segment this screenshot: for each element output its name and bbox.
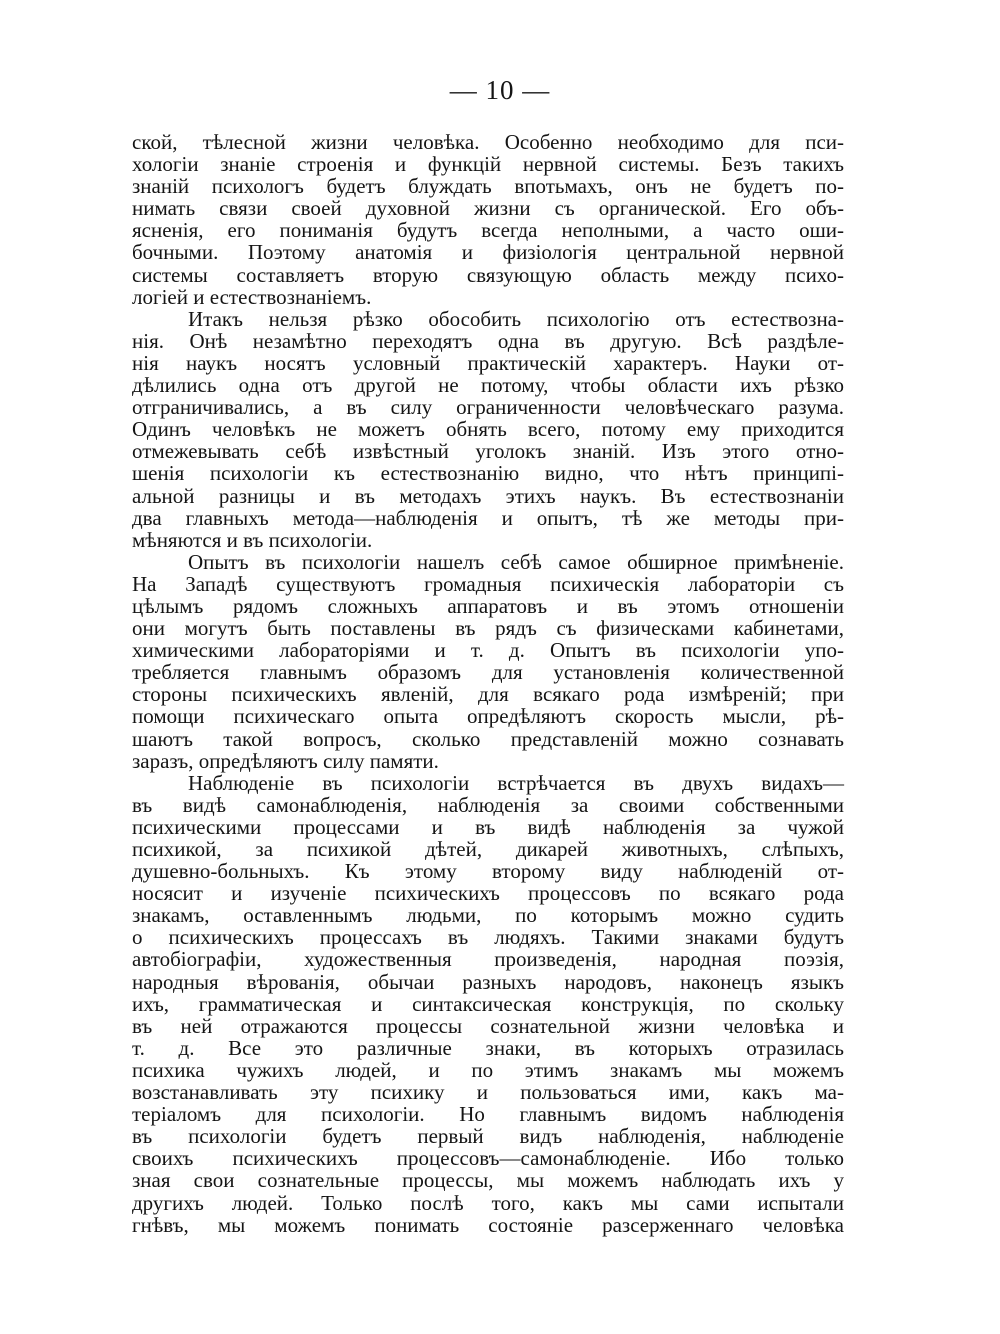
text-line: т. д. Все это различные знаки, въ которыхъ отразилась: [132, 1035, 844, 1060]
text-line: шенія психологіи къ естествознанію видно, что нѣтъ принципі-: [132, 461, 844, 486]
text-line: хологіи знаніе строенія и функцій нервной системы. Безъ такихъ: [132, 152, 844, 177]
text-line: альной разницы и въ методахъ этихъ наукъ. Въ естествознаніи: [132, 483, 844, 508]
text-line: помощи психическаго опыта опредѣляютъ скорость мысли, рѣ-: [132, 704, 844, 729]
text-line: отмежевывать себѣ извѣстный уголокъ знаній. Изъ этого отно-: [132, 439, 844, 464]
text-line: психика чужихъ людей, и по этимъ знакамъ мы можемъ: [132, 1057, 844, 1082]
text-line: нія наукъ носятъ условный практическій характеръ. Науки от-: [132, 350, 844, 375]
text-line: въ видѣ самонаблюденія, наблюденія за своими собственными: [132, 792, 844, 817]
text-line: ихъ, грамматическая и синтаксическая конструкція, по скольку: [132, 991, 844, 1016]
text-line: Итакъ нельзя рѣзко обособить психологію отъ естествозна-: [188, 306, 844, 331]
text-line: два главныхъ метода—наблюденія и опытъ, тѣ же методы при-: [132, 505, 844, 530]
text-line: теріаломъ для психологіи. Но главнымъ видомъ наблюденія: [132, 1102, 844, 1127]
text-line: дѣлились одна отъ другой не потому, чтобы области ихъ рѣзко: [132, 373, 844, 398]
text-line: о психическихъ процессахъ въ людяхъ. Такими знаками будутъ: [132, 925, 844, 950]
text-column: [132, 131, 844, 1236]
text-line: цѣлымъ рядомъ сложныхъ аппаратовъ и въ этомъ отношеніи: [132, 593, 844, 618]
text-line: возстанавливать эту психику и пользоваться ими, какъ ма-: [132, 1080, 844, 1105]
text-line: автобіографіи, художественныя произведенія, народная поэзія,: [132, 947, 844, 972]
paragraph: [132, 308, 844, 551]
text-line: знакамъ, оставленнымъ людьми, по которымъ можно судить: [132, 903, 844, 928]
text-line: стороны психическихъ явленій, для всякаго рода измѣреній; при: [132, 682, 844, 707]
paragraph: [132, 131, 844, 308]
text-line: въ ней отражаются процессы сознательной жизни человѣка и: [132, 1013, 844, 1038]
text-line: зная свои сознательные процессы, мы можемъ наблюдать ихъ у: [132, 1168, 844, 1193]
text-line: гнѣвъ, мы можемъ понимать состояніе разсерженнаго человѣка: [132, 1212, 844, 1237]
paragraph: [132, 551, 844, 772]
text-line: химическими лабораторіями и т. д. Опытъ въ психологіи упо-: [132, 638, 844, 663]
text-line: отграничивались, а въ силу ограниченности человѣческаго разума.: [132, 395, 844, 420]
text-line: народныя вѣрованія, обычаи разныхъ народовъ, наконецъ языкъ: [132, 969, 844, 994]
text-line: душевно-больныхъ. Къ этому второму виду наблюденій от-: [132, 859, 844, 884]
text-line: Опытъ въ психологіи нашелъ себѣ самое обширное примѣненіе.: [188, 549, 844, 574]
text-line: носясит и изученіе психическихъ процессовъ по всякаго рода: [132, 881, 844, 906]
text-line: ясненія, его пониманія будутъ всегда неполными, а часто оши-: [132, 218, 844, 243]
text-line: нимать связи своей духовной жизни съ органической. Его объ-: [132, 196, 844, 221]
text-line: психикой, за психикой дѣтей, дикарей животныхъ, слѣпыхъ,: [132, 837, 844, 861]
paragraph: [132, 772, 844, 1236]
text-line: шаютъ такой вопросъ, сколько представленій можно сознавать: [132, 726, 844, 751]
text-line: другихъ людей. Только послѣ того, какъ мы сами испытали: [132, 1190, 844, 1215]
text-line: своихъ психическихъ процессовъ—самонаблюденіе. Ибо только: [132, 1146, 844, 1171]
text-line: логіей и естествознаніемъ.: [132, 284, 372, 309]
text-line: мѣняются и въ психологіи.: [132, 527, 373, 552]
text-line: они могутъ быть поставлены въ рядъ съ физическами кабинетами,: [132, 616, 844, 641]
text-line: психическими процессами и въ видѣ наблюденія за чужой: [132, 814, 844, 839]
text-line: требляется главнымъ образомъ для установленія количественной: [132, 660, 844, 685]
page-number: — 10 —: [449, 75, 551, 105]
text-line: бочными. Поэтому анатомія и физіологія центральной нервной: [132, 240, 844, 265]
text-line: ской, тѣлесной жизни человѣка. Особенно необходимо для пси-: [132, 130, 844, 154]
text-line: На Западѣ существуютъ громадныя психическія лабораторіи съ: [132, 571, 844, 596]
text-line: системы составляетъ вторую связующую область между психо-: [132, 262, 844, 287]
text-line: въ психологіи будетъ первый видъ наблюденія, наблюденіе: [132, 1124, 844, 1149]
text-line: заразъ, опредѣляютъ силу памяти.: [132, 748, 439, 773]
text-line: знаній психологъ будетъ блуждать впотьмахъ, онъ не будетъ по-: [132, 174, 844, 199]
text-line: Одинъ человѣкъ не можетъ обнять всего, потому ему приходится: [132, 417, 844, 442]
text-line: нія. Онѣ незамѣтно переходятъ одна въ другую. Всѣ раздѣле-: [132, 328, 844, 353]
text-line: Наблюденіе въ психологіи встрѣчается въ двухъ видахъ—: [188, 770, 844, 795]
